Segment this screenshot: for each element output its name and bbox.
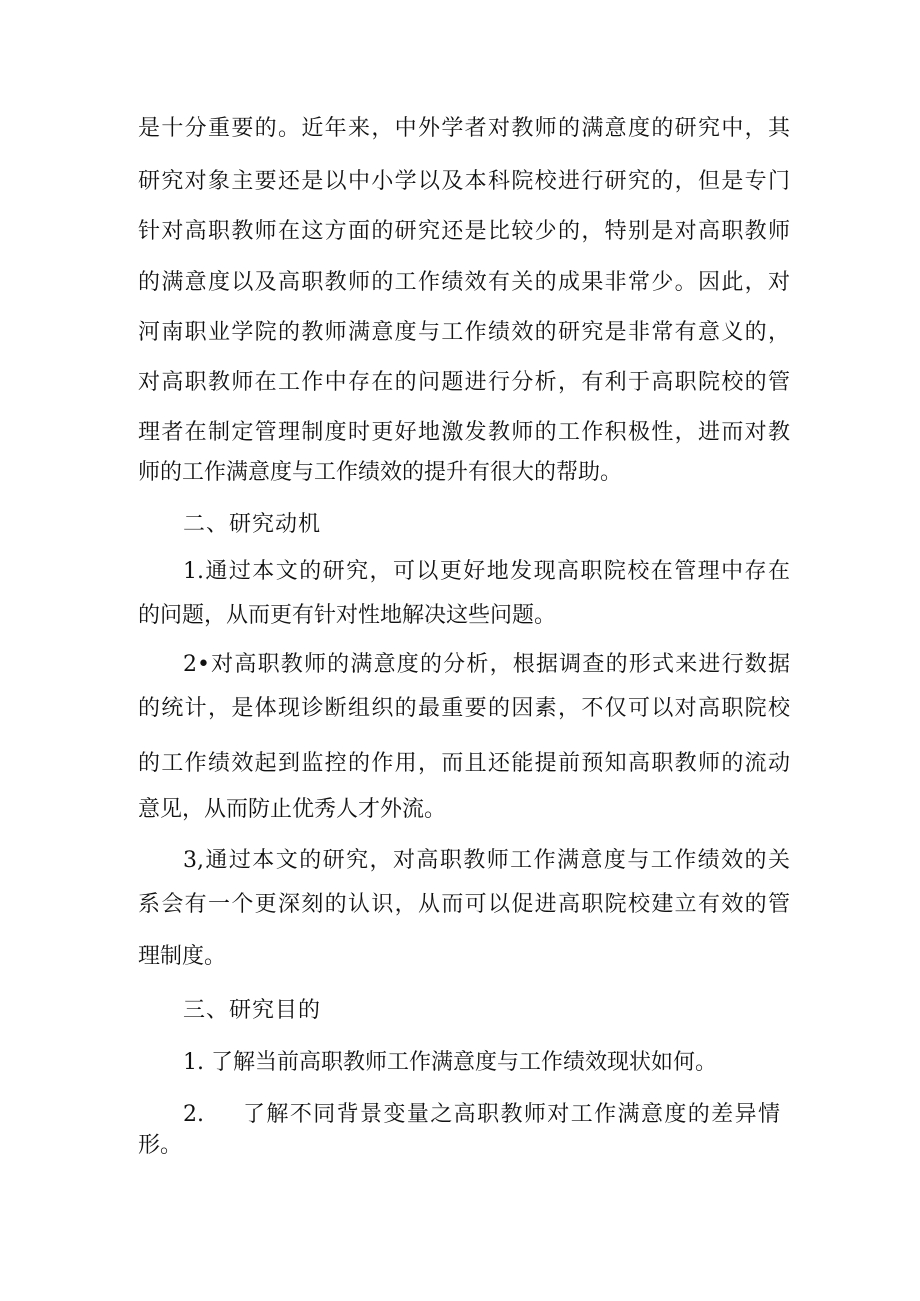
text-line: 是十分重要的。近年来，中外学者对教师的满意度的研究中，其 (138, 116, 790, 141)
text-line: 河南职业学院的教师满意度与工作绩效的研究是非常有意义的， (138, 320, 790, 345)
section-heading-motivation: 二、研究动机 (183, 512, 322, 537)
text-line: 理制度。 (138, 944, 227, 969)
text-line: 师的工作满意度与工作绩效的提升有很大的帮助。 (138, 460, 623, 485)
text-line: 2•对高职教师的满意度的分析，根据调查的形式来进行数据 (183, 652, 790, 677)
text-line (183, 1100, 790, 1130)
text-line: 3,通过本文的研究，对高职教师工作满意度与工作绩效的关 (183, 848, 790, 873)
text-line: 系会有一个更深刻的认识，从而可以促进高职院校建立有效的管 (138, 892, 790, 917)
text-line: 对高职教师在工作中存在的问题进行分析，有利于高职院校的管 (138, 370, 790, 395)
text-line: 意见，从而防止优秀人才外流。 (138, 797, 447, 822)
objective-item-1: 1. 了解当前高职教师工作满意度与工作绩效现状如何。 (183, 1050, 717, 1075)
text-line: 针对高职教师在这方面的研究还是比较少的，特别是对高职教师 (138, 219, 790, 244)
text-line: 形。 (138, 1133, 183, 1158)
section-heading-objectives: 三、研究目的 (183, 998, 322, 1023)
text-line: 的满意度以及高职教师的工作绩效有关的成果非常少。因此，对 (138, 270, 790, 295)
text-line: 研究对象主要还是以中小学以及本科院校进行研究的，但是专门 (138, 169, 790, 194)
text-line: 的工作绩效起到监控的作用，而且还能提前预知高职教师的流动 (138, 751, 790, 776)
item-number: 2. (183, 1102, 204, 1127)
item-text: 了解不同背景变量之高职教师对工作满意度的差异情 (243, 1102, 780, 1127)
text-line: 理者在制定管理制度时更好地激发教师的工作积极性，进而对教 (138, 420, 790, 445)
text-line: 的统计，是体现诊断组织的最重要的因素，不仅可以对高职院校 (138, 696, 790, 721)
text-line: 的问题，从而更有针对性地解决这些问题。 (138, 603, 557, 628)
text-line: 1.通过本文的研究，可以更好地发现高职院校在管理中存在 (183, 559, 790, 584)
